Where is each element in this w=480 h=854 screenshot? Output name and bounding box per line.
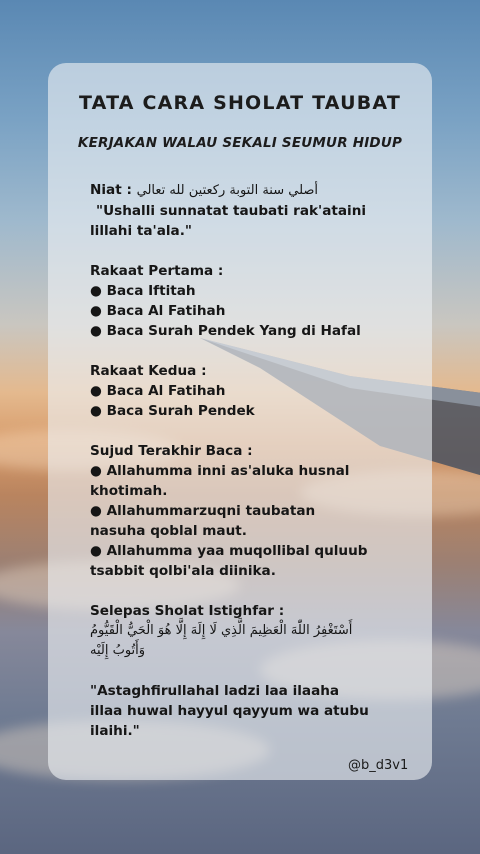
rakaat-kedua-heading: Rakaat Kedua : <box>90 363 207 379</box>
istighfar-latin-line: ilaihi." <box>90 723 140 739</box>
list-item-continuation: khotimah. <box>90 483 168 499</box>
list-item: ● Baca Al Fatihah <box>90 301 420 321</box>
niat-arabic: أصلي سنة التوبة ركعتين لله تعالي <box>136 183 319 198</box>
page-subtitle: KERJAKAN WALAU SEKALI SEUMUR HIDUP <box>77 135 403 151</box>
istighfar-heading: Selepas Sholat Istighfar : <box>90 603 285 619</box>
author-handle: @b_d3v1 <box>348 758 409 773</box>
rakaat-pertama-heading: Rakaat Pertama : <box>90 263 224 279</box>
istighfar-latin-line: illaa huwal hayyul qayyum wa atubu <box>90 703 369 719</box>
list-item: ● Baca Surah Pendek Yang di Hafal <box>90 321 420 341</box>
niat-latin-line: lillahi ta'ala." <box>90 223 192 239</box>
niat-label: Niat : <box>90 182 132 198</box>
niat-row <box>90 180 420 201</box>
list-item-continuation: nasuha qoblal maut. <box>90 523 247 539</box>
list-item-continuation: tsabbit qolbi'ala diinika. <box>90 563 276 579</box>
page-title: TATA CARA SHOLAT TAUBAT <box>78 92 402 114</box>
niat-latin-line: "Ushalli sunnatat taubati rak'ataini <box>96 203 367 219</box>
list-item: ● Baca Al Fatihah <box>90 381 420 401</box>
list-item: ● Allahumma yaa muqollibal quluub <box>90 541 420 561</box>
list-item: ● Baca Surah Pendek <box>90 401 420 421</box>
list-item: ● Allahumma inni as'aluka husnal <box>90 461 420 481</box>
list-item: ● Baca Iftitah <box>90 281 420 301</box>
prayer-guide-content <box>90 180 420 741</box>
istighfar-arabic: وَأَتُوبُ إِلَيْه <box>90 643 146 658</box>
sujud-heading: Sujud Terakhir Baca : <box>90 443 253 459</box>
istighfar-latin-line: "Astaghfirullahal ladzi laa ilaaha <box>90 683 340 699</box>
istighfar-arabic: أَسْتَغْفِرُ اللّٰهَ الْعَظِيمَ الَّذِي لَا إِلَهَ إِلَّا هُوَ الْحَيُّ الْقَيُّومُ <box>90 623 353 638</box>
list-item: ● Allahummarzuqni taubatan <box>90 501 420 521</box>
